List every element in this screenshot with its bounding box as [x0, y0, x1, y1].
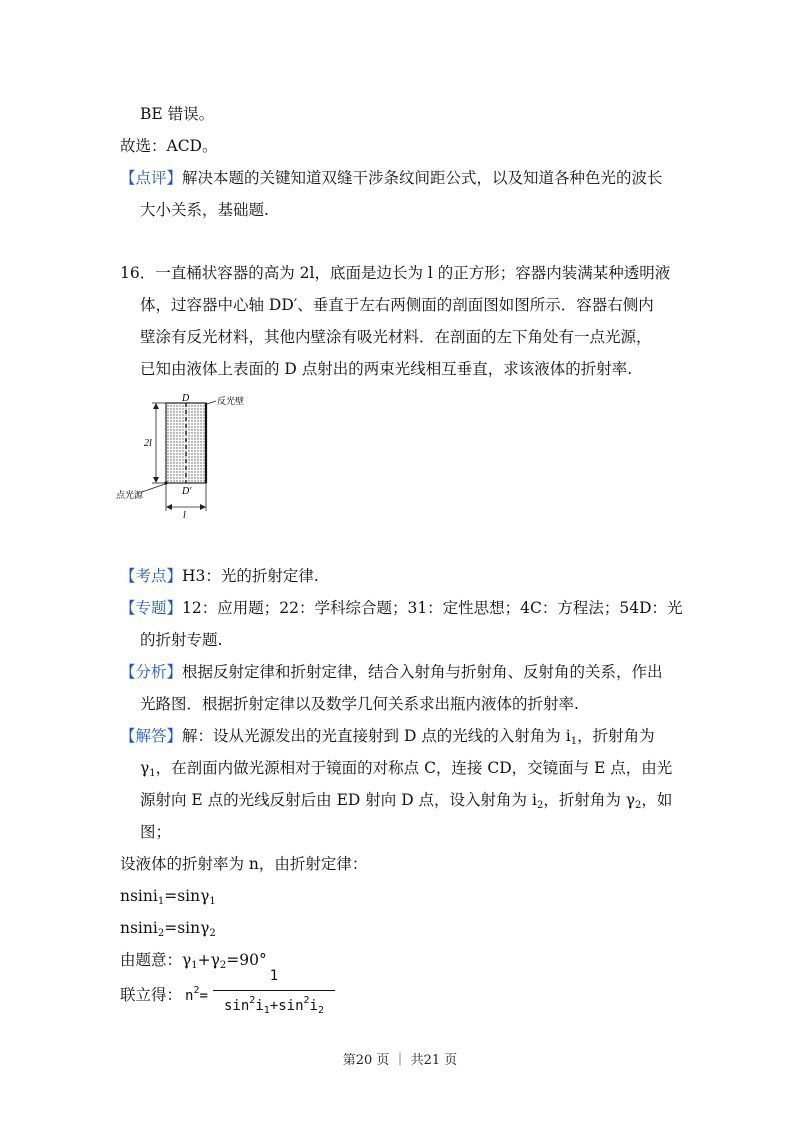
formula-denominator [213, 995, 335, 1016]
comment-line [120, 168, 663, 188]
label-D-prime: D′ [182, 486, 192, 497]
label-D: D [182, 393, 190, 404]
denominator-text: i [255, 998, 264, 1014]
zhuanti-tag: 【专题】 [120, 599, 183, 617]
subscript: 1 [191, 960, 198, 971]
equation-text: 由题意：γ [120, 951, 192, 969]
solution-text: ，在剖面内做光源相对于镜面的对称点 C，连接 CD，交镜面与 E 点，由光 [155, 759, 673, 777]
question-text: 体，过容器中心轴 DD′、垂直于左右两侧面的剖面图如图所示．容器右侧内 [140, 296, 654, 314]
kaodian-line [120, 566, 319, 586]
label-reflective-wall: 反光壁 [217, 397, 245, 407]
subscript: 1 [263, 1005, 270, 1016]
superscript: 2 [303, 995, 310, 1006]
kaodian-tag: 【考点】 [120, 567, 183, 585]
equation-text: =sinγ [164, 919, 210, 937]
solution-line: 图； [140, 823, 172, 841]
question-text: 16．一直桶状容器的高为 2l，底面是边长为 l 的正方形；容器内装满某种透明液 [120, 264, 671, 282]
superscript: 2 [193, 985, 200, 996]
comment-text: 解决本题的关键知道双缝干涉条纹间距公式，以及知道各种色光的波长 [182, 169, 663, 187]
subscript: 1 [149, 768, 156, 779]
subscript: 1 [209, 896, 216, 907]
solution-text: ，折射角为 γ [543, 791, 636, 809]
subscript: 2 [317, 1005, 324, 1016]
question-text: 已知由液体上表面的 D 点射出的两束光线相互垂直，求该液体的折射率. [140, 360, 633, 378]
superscript: 2 [249, 995, 256, 1006]
comment-line-2: 大小关系，基础题. [140, 201, 269, 219]
liquid-container [166, 403, 206, 483]
fraction-bar [213, 990, 335, 991]
zhuanti-text-2: 的折射专题. [140, 631, 223, 649]
container-diagram [116, 393, 256, 518]
equation-text: +γ [197, 951, 220, 969]
point-light-source [164, 481, 167, 484]
equation-text: nsini [120, 919, 158, 937]
solution-text: γ [140, 759, 150, 777]
equation-text: nsini [120, 887, 158, 905]
label-width: l [183, 510, 186, 518]
subscript: 1 [570, 736, 578, 747]
fenxi-text-2: 光路图．根据折射定律以及数学几何关系求出瓶内液体的折射率. [140, 695, 579, 713]
zhuanti-text: 12：应用题；22：学科综合题；31：定性思想；4C：方程法；54D：光 [182, 599, 683, 617]
subscript: 1 [157, 896, 165, 907]
formula-numerator: 1 [269, 968, 279, 984]
fenxi-tag: 【分析】 [120, 663, 183, 681]
label-height: 2l [144, 438, 152, 449]
equation-2 [120, 918, 216, 944]
solution-line: 设液体的折射率为 n，由折射定律： [120, 855, 368, 873]
denominator-text: sin [223, 998, 250, 1014]
combine-label: 联立得： [120, 986, 183, 1004]
subscript: 2 [219, 960, 227, 971]
solution-line [140, 758, 672, 784]
subscript: 2 [209, 928, 216, 939]
denominator-text: i [309, 998, 318, 1014]
text-line: BE 错误。 [140, 105, 215, 123]
answer-choice: 故选：ACD。 [120, 137, 218, 155]
question-text: 壁涂有反光材料，其他内壁涂有吸光材料．在剖面的左下角处有一点光源， [140, 328, 652, 346]
denominator-text: +sin [269, 998, 304, 1014]
subscript: 2 [635, 800, 642, 811]
solution-text: 源射向 E 点的光线反射后由 ED 射向 D 点，设入射角为 i [140, 791, 537, 809]
kaodian-text: H3：光的折射定律. [182, 567, 319, 585]
formula-n: n [185, 988, 194, 1004]
equation-1 [120, 886, 216, 912]
zhuanti-line [120, 598, 683, 618]
subscript: 2 [536, 800, 544, 811]
solution-text: 解：设从光源发出的光直接射到 D 点的光线的入射角为 i [182, 727, 571, 745]
formula-lhs [185, 985, 208, 1004]
equation-text: =sinγ [164, 887, 210, 905]
fenxi-text: 根据反射定律和折射定律，结合入射角与折射角、反射角的关系，作出 [182, 663, 663, 681]
comment-tag: 【点评】 [120, 169, 183, 187]
fenxi-line [120, 662, 663, 682]
equation-text: =90° [226, 951, 267, 969]
solution-text: ，折射角为 [577, 727, 655, 745]
jieda-tag: 【解答】 [120, 727, 183, 745]
solution-text: ，如 [641, 791, 673, 809]
formula-equals: = [199, 988, 208, 1004]
label-light-source: 点光源 [116, 491, 144, 501]
page-footer: 第20 页 ｜ 共21 页 [342, 1053, 458, 1068]
solution-line [140, 790, 672, 816]
solution-line [120, 726, 655, 752]
subscript: 2 [157, 928, 165, 939]
